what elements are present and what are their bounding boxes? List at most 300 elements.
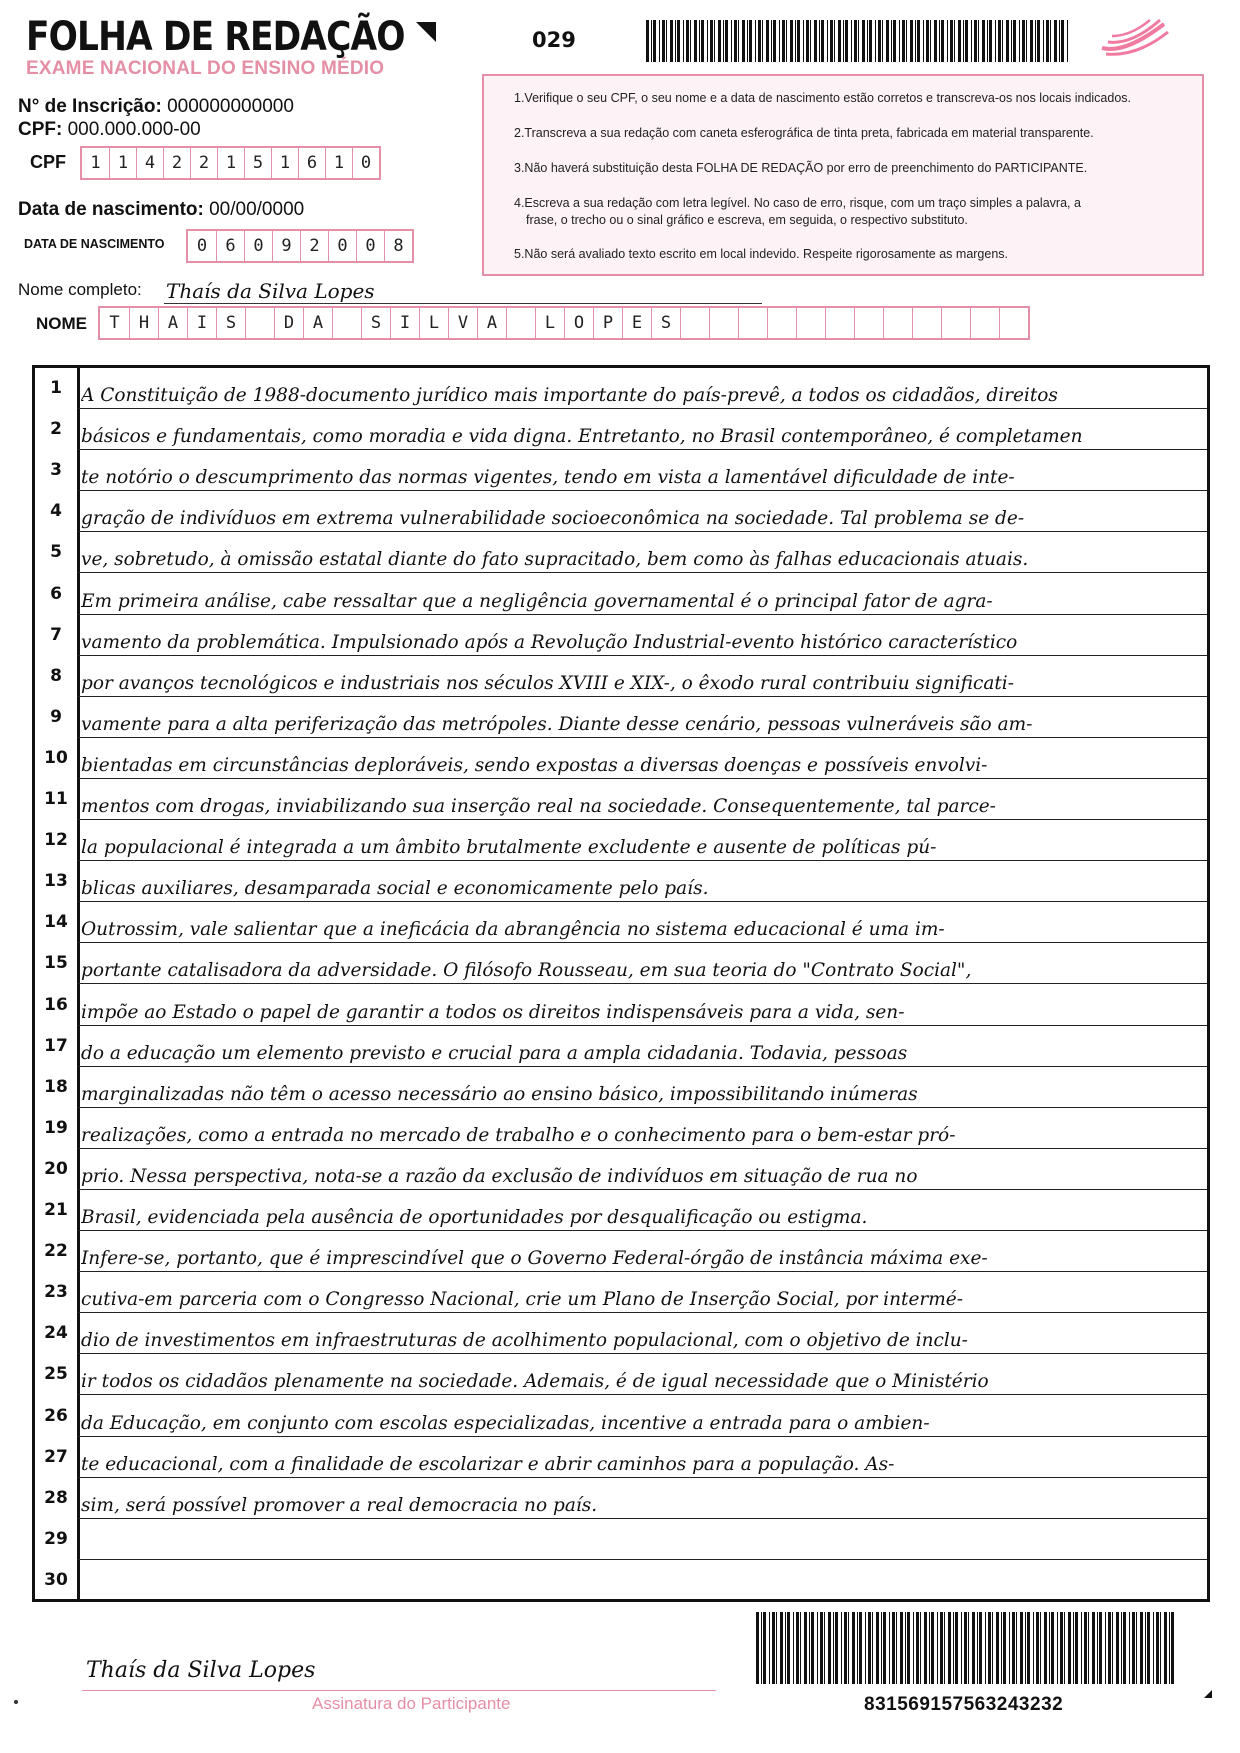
- essay-line: [35, 985, 1207, 1026]
- barcode-bar: [875, 20, 876, 62]
- name-letter-box-20: S: [651, 308, 680, 338]
- barcode-bar: [987, 20, 988, 62]
- essay-line-number: 18: [44, 1076, 68, 1097]
- barcode-bar: [677, 20, 680, 62]
- name-letter-box-2: H: [129, 308, 158, 338]
- barcode-bar: [881, 1612, 882, 1684]
- barcode-bar: [718, 20, 721, 62]
- full-name-label: Nome completo:: [18, 280, 142, 299]
- barcode-bar: [1006, 20, 1009, 62]
- instructions-box: [482, 74, 1204, 276]
- essay-line-text: vamento da problemática. Impulsionado após a Revolução Industrial-evento histórico característico: [81, 631, 1018, 653]
- essay-line: [35, 409, 1207, 450]
- essay-line: [35, 943, 1207, 984]
- barcode-bar: [1026, 20, 1027, 62]
- name-letter-box-9: [332, 308, 361, 338]
- cpf-digit-box-5: 2: [190, 148, 217, 178]
- barcode-bar: [803, 20, 804, 62]
- barcode-bar: [920, 1612, 921, 1684]
- barcode-bar: [905, 1612, 906, 1684]
- essay-line-text: marginalizadas não têm o acesso necessário ao ensino básico, impossibilitando inúmeras: [81, 1083, 918, 1105]
- essay-line-number: 20: [44, 1158, 68, 1179]
- barcode-bar: [690, 20, 691, 62]
- barcode-bar: [769, 1612, 770, 1684]
- barcode-bar: [899, 20, 900, 62]
- barcode-bar: [820, 1612, 823, 1684]
- essay-line-number: 4: [50, 501, 62, 522]
- cpf-digit-box-11: 0: [352, 148, 379, 178]
- barcode-bar: [961, 1612, 962, 1684]
- barcode-bar: [972, 1612, 975, 1684]
- barcode-bar: [992, 1612, 993, 1684]
- essay-line-number: 23: [44, 1282, 68, 1303]
- instruction-4-cont: frase, o trecho ou o sinal gráfico e escreva, em seguida, o respectivo substituto.: [526, 213, 968, 227]
- barcode-bar: [878, 20, 881, 62]
- barcode-bar: [977, 1612, 978, 1684]
- barcode-bar: [1160, 1612, 1161, 1684]
- instruction-3: 3.Não haverá substituição desta FOLHA DE REDAÇÃO por erro de preenchimento do PARTICIPANTE.: [514, 161, 1088, 175]
- signature-label: Assinatura do Participante: [312, 1694, 511, 1713]
- essay-line-number: 21: [44, 1200, 68, 1220]
- barcode-bar: [974, 20, 977, 62]
- barcode-bar: [944, 1612, 945, 1684]
- barcode-bar: [804, 1612, 807, 1684]
- corner-registration-mark-bottom: [1204, 1690, 1212, 1698]
- name-letter-box-13: V: [448, 308, 477, 338]
- barcode-bar: [867, 20, 868, 62]
- barcode-bar: [891, 20, 892, 62]
- barcode-bar: [998, 20, 1001, 62]
- barcode-bar: [787, 1612, 790, 1684]
- signature-line: [82, 1690, 716, 1691]
- barcode-bar: [838, 20, 841, 62]
- cpf-digit-box-9: 6: [298, 148, 325, 178]
- barcode-bar: [845, 20, 848, 62]
- barcode-bar: [978, 20, 979, 62]
- essay-line-text: dio de investimentos em infraestruturas de acolhimento populacional, com o objetivo de inclu-: [81, 1330, 968, 1352]
- barcode-bar: [779, 20, 780, 62]
- barcode-bar: [1022, 20, 1025, 62]
- barcode-bar: [859, 1612, 862, 1684]
- essay-line: [35, 779, 1207, 820]
- barcode-bar: [1153, 1612, 1154, 1684]
- barcode-bar: [937, 1612, 938, 1684]
- essay-line: [35, 1026, 1207, 1067]
- barcode-bar: [701, 20, 704, 62]
- essay-line-text: portante catalisadora da adversidade. O filósofo Rousseau, em sua teoria do "Contrato Social",: [81, 960, 972, 982]
- essay-line-text: realizações, como a entrada no mercado de trabalho e o conhecimento para o bem-estar pró-: [81, 1124, 956, 1146]
- barcode-bar: [725, 20, 728, 62]
- essay-line: [35, 1231, 1207, 1272]
- barcode-bar: [797, 20, 800, 62]
- essay-line: [35, 697, 1207, 738]
- barcode-bar: [659, 20, 660, 62]
- name-letter-box-28: [883, 308, 912, 338]
- birth-digit-box-2: 6: [216, 231, 244, 261]
- essay-line: [35, 491, 1207, 532]
- barcode-bar: [790, 20, 793, 62]
- barcode-bar: [1064, 1612, 1065, 1684]
- essay-line-number: 5: [50, 542, 62, 563]
- name-letter-box-27: [854, 308, 883, 338]
- essay-line-text: da Educação, em conjunto com escolas especializadas, incentive a entrada para o ambien-: [81, 1412, 930, 1434]
- barcode-bar: [858, 20, 859, 62]
- barcode-bar: [1084, 1612, 1087, 1684]
- barcode-bar: [749, 20, 752, 62]
- barcode-bar: [811, 1612, 814, 1684]
- essay-line-text: cutiva-em parceria com o Congresso Nacional, crie um Plano de Inserção Social, por intermé-: [81, 1289, 963, 1311]
- barcode-bar: [1037, 20, 1040, 62]
- corner-dot: [14, 1700, 18, 1704]
- barcode-bar: [670, 20, 673, 62]
- barcode-bar: [910, 20, 913, 62]
- barcode-bar: [947, 20, 948, 62]
- barcode-bar: [780, 1612, 783, 1684]
- essay-line: [35, 1190, 1207, 1231]
- barcode-bar: [913, 1612, 914, 1684]
- barcode-bar: [651, 20, 652, 62]
- instruction-5: 5.Não será avaliado texto escrito em local indevido. Respeite rigorosamente as margens.: [514, 247, 1009, 261]
- essay-line: [35, 861, 1207, 902]
- barcode-bar: [1044, 1612, 1047, 1684]
- barcode-bar: [1011, 20, 1012, 62]
- barcode-bar: [893, 20, 896, 62]
- inscription-value: 000000000000: [167, 96, 294, 117]
- barcode-bar: [1061, 20, 1064, 62]
- birth-digit-box-4: 9: [272, 231, 300, 261]
- barcode-bar: [761, 1612, 762, 1684]
- barcode-bar: [865, 1612, 866, 1684]
- barcode-bar: [819, 20, 820, 62]
- barcode-bar: [793, 1612, 794, 1684]
- birth-digit-boxes: [186, 229, 414, 263]
- barcode-bar: [755, 20, 756, 62]
- barcode-bar: [694, 20, 697, 62]
- name-letter-box-8: A: [303, 308, 332, 338]
- barcode-bar: [1169, 1612, 1170, 1684]
- essay-line-text: A Constituição de 1988-documento jurídico mais importante do país-prevê, a todos os cidadãos, direitos: [81, 385, 1058, 407]
- barcode-bar: [841, 1612, 842, 1684]
- barcode-bar: [776, 1612, 777, 1684]
- birth-digit-box-1: 0: [196, 236, 208, 256]
- name-letter-box-32: [999, 308, 1028, 338]
- barcode-bar: [958, 20, 961, 62]
- barcode-bar: [889, 1612, 890, 1684]
- cpf-digit-boxes: [80, 146, 381, 180]
- barcode-bar: [827, 20, 828, 62]
- barcode-bar: [1059, 20, 1060, 62]
- barcode-bar: [1043, 20, 1044, 62]
- essay-line-number: 15: [44, 953, 68, 974]
- name-letter-boxes: [98, 306, 1030, 340]
- barcode-bar: [843, 20, 844, 62]
- wing-logo-icon: [1098, 18, 1170, 58]
- barcode-bar: [1164, 1612, 1167, 1684]
- cpf-digit-box-7: 5: [244, 148, 271, 178]
- barcode-bar: [835, 1612, 838, 1684]
- essay-line: [35, 368, 1207, 409]
- essay-line-text: la populacional é integrada a um âmbito brutalmente excludente e ausente de políticas pú-: [81, 837, 937, 859]
- barcode-bar: [1050, 20, 1051, 62]
- essay-line: [35, 1313, 1207, 1354]
- essay-line-text: Infere-se, portanto, que é imprescindível que o Governo Federal-órgão de instância máxima exe-: [81, 1248, 988, 1270]
- barcode-bar: [1116, 1612, 1119, 1684]
- barcode-bar: [915, 20, 916, 62]
- barcode-bar: [699, 20, 700, 62]
- essay-line-text: mentos com drogas, inviabilizando sua inserção real na sociedade. Consequentemente, tal parce-: [81, 796, 996, 818]
- barcode-bar: [844, 1612, 847, 1684]
- essay-line-number: 27: [44, 1446, 68, 1467]
- barcode-bar: [953, 1612, 954, 1684]
- barcode-bar: [916, 1612, 919, 1684]
- name-letter-box-16: L: [535, 308, 564, 338]
- barcode-bar: [1036, 1612, 1039, 1684]
- barcode-bar: [996, 1612, 999, 1684]
- cpf-printed-line: [18, 119, 201, 141]
- barcode-bar: [763, 1612, 766, 1684]
- essay-line-number: 13: [44, 871, 68, 892]
- barcode-bar: [1121, 1612, 1122, 1684]
- essay-line: [35, 1149, 1207, 1190]
- essay-line-text: te notório o descumprimento das normas vigentes, tendo em vista a lamentável dificuldade de inte-: [81, 467, 1015, 489]
- barcode-bar: [948, 1612, 951, 1684]
- essay-line-number: 9: [50, 706, 62, 727]
- essay-line-number: 22: [44, 1241, 68, 1262]
- barcode-bar: [931, 1612, 934, 1684]
- barcode-bar: [923, 20, 924, 62]
- essay-line-number: 25: [44, 1364, 68, 1385]
- instruction-1: 1.Verifique o seu CPF, o seu nome e a data de nascimento estão corretos e transcreva-os nos locais indicados.: [514, 91, 1132, 105]
- barcode-bar: [1054, 20, 1057, 62]
- barcode-bar: [747, 20, 748, 62]
- barcode-bar: [806, 20, 809, 62]
- barcode-bar: [1030, 20, 1033, 62]
- barcode-bar: [988, 1612, 991, 1684]
- barcode-bar: [965, 20, 968, 62]
- barcode-bar: [883, 1612, 886, 1684]
- barcode-bar: [1001, 1612, 1002, 1684]
- barcode-bar: [1108, 1612, 1111, 1684]
- essay-line-text: Brasil, evidenciada pela ausência de oportunidades por desqualificação ou estigma.: [81, 1207, 868, 1229]
- name-letter-box-3: A: [158, 308, 187, 338]
- barcode-bar: [662, 20, 665, 62]
- barcode-bar: [824, 1612, 825, 1684]
- birth-digit-box-8: 8: [384, 231, 412, 261]
- barcode-number: 831569157563243232: [864, 1694, 1064, 1715]
- barcode-bar: [828, 1612, 831, 1684]
- essay-line-text: por avanços tecnológicos e industriais nos séculos XVIII e XIX-, o êxodo rural contribuiu significati-: [81, 672, 1014, 694]
- barcode-bar: [1140, 1612, 1143, 1684]
- barcode-bar: [968, 1612, 969, 1684]
- name-letter-box-21: [680, 308, 709, 338]
- barcode-bar: [995, 20, 996, 62]
- birth-digit-box-6: 0: [328, 231, 356, 261]
- name-letter-box-4: I: [187, 308, 216, 338]
- barcode-bar: [785, 1612, 786, 1684]
- barcode-bar: [734, 20, 737, 62]
- essay-line: [35, 1272, 1207, 1313]
- barcode-bar: [1013, 20, 1016, 62]
- barcode-bar: [1046, 20, 1049, 62]
- essay-line-text: te educacional, com a finalidade de escolarizar e abrir caminhos para a população. As-: [81, 1453, 895, 1475]
- barcode-bar: [926, 20, 929, 62]
- cpf-digit-box-4: 2: [163, 148, 190, 178]
- name-letter-box-10: S: [361, 308, 390, 338]
- barcode-bar: [1049, 1612, 1050, 1684]
- page-title: FOLHA DE REDAÇÃO: [26, 14, 405, 60]
- barcode-bar: [1171, 1612, 1174, 1684]
- barcode-bar: [1088, 1612, 1089, 1684]
- cpf-digit-box-6: 1: [217, 148, 244, 178]
- name-letter-box-1: T: [109, 313, 120, 333]
- name-letter-box-6: [245, 308, 274, 338]
- cpf-digit-box-1: 1: [90, 153, 101, 173]
- barcode-bar: [782, 20, 785, 62]
- barcode-bar: [848, 1612, 849, 1684]
- essay-line-number: 11: [44, 789, 68, 809]
- essay-line: [35, 738, 1207, 779]
- barcode-bar: [666, 20, 667, 62]
- barcode-bar: [830, 20, 833, 62]
- barcode-bar: [1002, 20, 1003, 62]
- barcode-bar: [1073, 1612, 1074, 1684]
- barcode-bar: [675, 20, 676, 62]
- barcode-bar: [1033, 1612, 1034, 1684]
- barcode-bar: [857, 1612, 858, 1684]
- barcode-bar: [902, 20, 905, 62]
- barcode-bar: [872, 1612, 873, 1684]
- barcode-bar: [862, 20, 865, 62]
- barcode-bar: [1097, 1612, 1098, 1684]
- barcode-bar: [1060, 1612, 1063, 1684]
- essay-line: [35, 820, 1207, 861]
- essay-line-text: blicas auxiliares, desamparada social e economicamente pelo país.: [81, 878, 709, 900]
- barcode-bar: [742, 20, 745, 62]
- barcode-bar: [852, 1612, 855, 1684]
- cpf-printed-label: CPF:: [18, 119, 63, 140]
- name-letter-box-18: P: [593, 308, 622, 338]
- barcode-bar: [963, 20, 964, 62]
- barcode-bar: [939, 20, 940, 62]
- barcode-bar: [876, 1612, 879, 1684]
- essay-line-number: 10: [44, 747, 68, 768]
- essay-line: [35, 450, 1207, 491]
- barcode-bar: [653, 20, 656, 62]
- essay-line: [35, 1437, 1207, 1478]
- essay-line: [35, 1519, 1207, 1560]
- barcode-bar: [930, 20, 931, 62]
- name-letter-box-17: O: [564, 308, 593, 338]
- corner-registration-mark: [416, 22, 436, 42]
- barcode-bar: [773, 20, 776, 62]
- barcode-bar: [929, 1612, 930, 1684]
- essay-line: [35, 902, 1207, 943]
- barcode-bar: [1068, 1612, 1071, 1684]
- barcode-bar: [707, 20, 708, 62]
- barcode-bar: [1112, 1612, 1113, 1684]
- barcode-bar: [1156, 1612, 1159, 1684]
- essay-line: [35, 1396, 1207, 1437]
- barcode-bar: [723, 20, 724, 62]
- essay-line-number: 24: [44, 1323, 68, 1344]
- inscription-label: N° de Inscrição:: [18, 96, 162, 117]
- essay-line-number: 14: [44, 912, 68, 933]
- barcode-bar: [1132, 1612, 1135, 1684]
- barcode-bar: [924, 1612, 927, 1684]
- barcode-bar: [786, 20, 787, 62]
- name-letter-box-26: [825, 308, 854, 338]
- essay-line-number: 8: [50, 665, 62, 686]
- barcode-bar: [834, 20, 835, 62]
- name-letter-box-7: D: [274, 308, 303, 338]
- barcode-bar: [1099, 1612, 1102, 1684]
- cpf-digit-box-8: 1: [271, 148, 298, 178]
- essay-line-number: 26: [44, 1405, 68, 1426]
- barcode-bar: [710, 20, 713, 62]
- inscription-line: [18, 96, 294, 118]
- barcode-bar: [1075, 1612, 1078, 1684]
- essay-line-text: vamente para a alta periferização das metrópoles. Diante desse cenário, pessoas vulneráveis são am-: [81, 713, 1033, 735]
- barcode-bar: [714, 20, 715, 62]
- barcode-bar: [907, 1612, 910, 1684]
- barcode-bar: [896, 1612, 897, 1684]
- barcode-bar: [989, 20, 992, 62]
- top-barcode: [646, 20, 1070, 62]
- barcode-bar: [1019, 20, 1020, 62]
- barcode-bar: [756, 1612, 759, 1684]
- barcode-bar: [934, 20, 937, 62]
- full-name-handwritten: Thaís da Silva Lopes: [164, 279, 762, 304]
- barcode-bar: [906, 20, 907, 62]
- barcode-bar: [795, 20, 796, 62]
- essay-line: [35, 1478, 1207, 1519]
- cpf-digit-box-3: 4: [136, 148, 163, 178]
- birth-digit-box-7: 0: [356, 231, 384, 261]
- barcode-bar: [1009, 1612, 1010, 1684]
- barcode-bar: [964, 1612, 967, 1684]
- barcode-bar: [1027, 1612, 1030, 1684]
- full-name-row: [18, 280, 142, 300]
- name-letter-box-31: [970, 308, 999, 338]
- barcode-bar: [738, 20, 739, 62]
- barcode-bar: [854, 20, 857, 62]
- barcode-bar: [810, 20, 811, 62]
- barcode-bar: [869, 20, 872, 62]
- barcode-bar: [1081, 1612, 1082, 1684]
- name-letter-box-12: L: [419, 308, 448, 338]
- barcode-bar: [817, 1612, 818, 1684]
- barcode-bar: [809, 1612, 810, 1684]
- essay-line-text: gração de indivíduos em extrema vulnerabilidade socioeconômica na sociedade. Tal problema se de-: [81, 508, 1025, 530]
- barcode-bar: [772, 1612, 775, 1684]
- barcode-bar: [1057, 1612, 1058, 1684]
- essay-line-number: 2: [50, 419, 62, 440]
- barcode-bar: [955, 1612, 958, 1684]
- barcode-bar: [982, 20, 985, 62]
- barcode-bar: [762, 20, 763, 62]
- essay-line: [35, 1108, 1207, 1149]
- barcode-bar: [892, 1612, 895, 1684]
- barcode-bar: [941, 20, 944, 62]
- essay-line-number: 29: [44, 1528, 68, 1549]
- barcode-bar: [1145, 1612, 1146, 1684]
- essay-line-text: Outrossim, vale salientar que a ineficácia da abrangência no sistema educacional é uma im-: [81, 919, 945, 941]
- name-box-label: NOME: [36, 314, 87, 333]
- barcode-bar: [1067, 20, 1068, 62]
- birth-digit-box-5: 2: [300, 231, 328, 261]
- name-letter-box-23: [738, 308, 767, 338]
- instruction-4: 4.Escreva a sua redação com letra legível. No caso de erro, risque, com um traço simples a palavra, a: [514, 196, 1081, 210]
